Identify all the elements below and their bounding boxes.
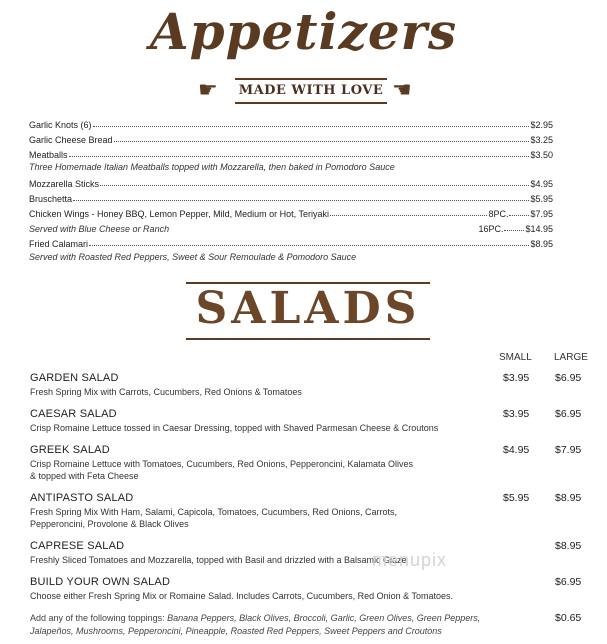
item-description: Served with Roasted Red Peppers, Sweet & Sour Remoulade & Pomodoro Sauce [29, 252, 357, 262]
salad-description-cont: Pepperoncini, Provolone & Black Olives [30, 519, 189, 529]
menu-item-garlic-knots [29, 115, 553, 130]
item-name: Garlic Cheese Bread [29, 135, 113, 145]
toppings-note [30, 612, 550, 638]
price-large: $6.95 [555, 408, 582, 420]
menu-item-chicken-wings-16 [29, 219, 553, 234]
toppings-intro: Add any of the following toppings: [30, 613, 165, 623]
menu-item-fried-calamari [29, 234, 553, 249]
price-small: $4.95 [503, 444, 530, 456]
toppings-list: Banana Peppers, Black Olives, Broccoli, Garlic, Green Olives, Green Peppers, [167, 613, 481, 623]
menu-item-meatballs [29, 145, 553, 160]
price-large: $8.95 [555, 540, 582, 552]
salad-name: CAESAR SALAD [30, 408, 117, 420]
item-price: $2.95 [530, 120, 553, 130]
salad-name: GREEK SALAD [30, 444, 110, 456]
item-quantity: 16PC. [478, 224, 504, 234]
item-name: Bruschetta [29, 194, 73, 204]
column-header-large: LARGE [554, 352, 588, 363]
item-price: $4.95 [530, 179, 553, 189]
salad-description: Crisp Romaine Lettuce tossed in Caesar Dressing, topped with Shaved Parmesan Cheese & Croutons [30, 423, 439, 433]
price-large: $7.95 [555, 444, 582, 456]
menu-item-mozzarella-sticks [29, 174, 553, 189]
item-price: $5.95 [530, 194, 553, 204]
item-price: $3.50 [530, 150, 553, 160]
item-price: $8.95 [530, 239, 553, 249]
pointing-hand-right-icon: ☛ [198, 77, 218, 102]
salad-name: GARDEN SALAD [30, 372, 119, 384]
item-price: $3.25 [530, 135, 553, 145]
item-name: Meatballs [29, 150, 68, 160]
salad-description: Choose either Fresh Spring Mix or Romaine Salad. Includes Carrots, Cucumbers, Red Onion & Tomatoes. [30, 591, 454, 601]
menu-item-garlic-cheese-bread [29, 130, 553, 145]
tagline: MADE WITH LOVE [235, 78, 387, 104]
dot-leader [509, 215, 529, 216]
dot-leader [100, 185, 529, 186]
dot-leader [93, 126, 530, 127]
price-large: $6.95 [555, 372, 582, 384]
salad-description: Fresh Spring Mix with Carrots, Cucumbers, Red Onions & Tomatoes [30, 387, 302, 397]
salad-name: CAPRESE SALAD [30, 540, 125, 552]
item-quantity: 8PC. [488, 209, 509, 219]
watermark: menupix [372, 550, 448, 570]
menu-item-bruschetta [29, 189, 553, 204]
dot-leader [69, 156, 530, 157]
salad-name: ANTIPASTO SALAD [30, 492, 134, 504]
salad-description: Freshly Sliced Tomatoes and Mozzarella, topped with Basil and drizzled with a Balsamic Glaze [30, 555, 407, 565]
item-name: Chicken Wings - Honey BBQ, Lemon Pepper, Mild, Medium or Hot, Teriyaki [29, 209, 329, 219]
salad-description: Fresh Spring Mix With Ham, Salami, Capicola, Tomatoes, Cucumbers, Red Onions, Carrots, [30, 507, 397, 517]
dot-leader [89, 245, 529, 246]
item-price: $7.95 [530, 209, 553, 219]
item-name: Fried Calamari [29, 239, 89, 249]
toppings-price: $0.65 [555, 612, 582, 624]
price-large: $6.95 [555, 576, 582, 588]
item-name: Garlic Knots (6) [29, 120, 92, 130]
salad-description: Crisp Romaine Lettuce with Tomatoes, Cucumbers, Red Onions, Pepperoncini, Kalamata Olives [30, 459, 414, 469]
price-small: $3.95 [503, 408, 530, 420]
item-description: Served with Blue Cheese or Ranch [29, 224, 170, 234]
pointing-hand-left-icon: ☚ [392, 77, 412, 102]
item-name: Mozzarella Sticks [29, 179, 100, 189]
dot-leader [73, 200, 529, 201]
menu-item-chicken-wings [29, 204, 553, 219]
salad-description-cont: & topped with Feta Cheese [30, 471, 139, 481]
column-header-small: SMALL [499, 352, 532, 363]
item-price: $14.95 [525, 224, 553, 234]
price-small: $3.95 [503, 372, 530, 384]
dot-leader [330, 215, 488, 216]
toppings-list-cont: Jalapeños, Mushrooms, Pepperoncini, Pineapple, Roasted Red Peppers, Sweet Peppers and Croutons [30, 626, 442, 636]
price-small: $5.95 [503, 492, 530, 504]
salad-name: BUILD YOUR OWN SALAD [30, 576, 171, 588]
page-title: Appetizers [149, 2, 458, 61]
item-description: Three Homemade Italian Meatballs topped with Mozzarella, then baked in Pomodoro Sauce [29, 162, 395, 172]
section-title: SALADS [195, 283, 421, 334]
dot-leader [114, 141, 530, 142]
price-large: $8.95 [555, 492, 582, 504]
dot-leader [504, 230, 524, 231]
